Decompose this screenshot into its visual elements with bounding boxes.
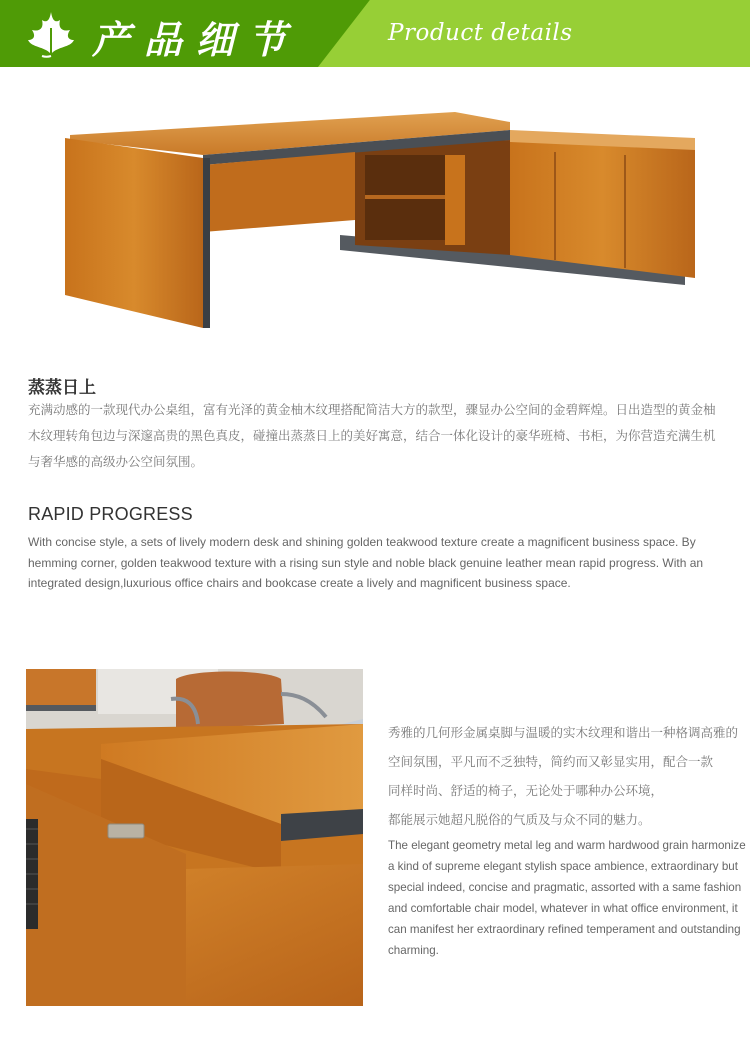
header-title-cn: 产品细节 <box>92 17 301 62</box>
detail-body-en <box>388 835 746 961</box>
detail-body-cn-line: 都能展示她超凡脱俗的气质及与众不同的魅力。 <box>388 813 651 827</box>
leaf-icon <box>24 10 78 58</box>
section-body-en: With concise style, a sets of lively modern desk and shining golden teakwood texture create a magnificent business space. By hemming corner, golden teakwood texture with a rising sun style and noble black genuine leather mean rapid progress. With an integrated design,luxurious office chairs and bookcase create a lively and magnificent business space. <box>28 535 704 590</box>
detail-body-en-line: and comfortable chair model, whatever in what office environment, it <box>388 902 738 915</box>
desk-product-image <box>55 100 705 340</box>
detail-body-cn-line: 空间氛围，平凡而不乏独特，简约而又彰显实用，配合一款 <box>388 755 714 769</box>
detail-body-cn-line: 同样时尚、舒适的椅子，无论处于哪种办公环境， <box>388 784 664 798</box>
section-title-en: RAPID PROGRESS <box>28 504 193 524</box>
detail-body-en-line: special indeed, concise and pragmatic, assorted with a same fashion <box>388 881 742 894</box>
section-title-cn: 蒸蒸日上 <box>28 378 96 397</box>
desk-detail-photo <box>26 669 363 1006</box>
detail-body-en-line: can manifest her extraordinary refined temperament and outstanding <box>388 923 741 936</box>
header-banner <box>0 0 750 67</box>
detail-body-en-line: The elegant geometry metal leg and warm hardwood grain harmonize <box>388 839 746 852</box>
detail-body-cn-line: 秀雅的几何形金属桌脚与温暖的实木纹理和谐出一种格调高雅的 <box>388 726 739 740</box>
detail-body-en-line: a kind of supreme elegant stylish space ambience, extraordinary but <box>388 860 738 873</box>
detail-body-cn <box>388 719 739 835</box>
section-body-cn: 充满动感的一款现代办公桌组，富有光泽的黄金柚木纹理搭配简洁大方的款型，骤显办公空间的金碧辉煌。日出造型的黄金柚木纹理转角包边与深邃高贵的黑色真皮，碰撞出蒸蒸日上的美好寓意，结合一体化设计的豪华班椅、书柜，为你营造充满生机与奢华感的高级办公空间氛围。 <box>28 403 716 469</box>
header-title-en: Product details <box>388 20 573 46</box>
detail-body-en-line: charming. <box>388 944 439 957</box>
